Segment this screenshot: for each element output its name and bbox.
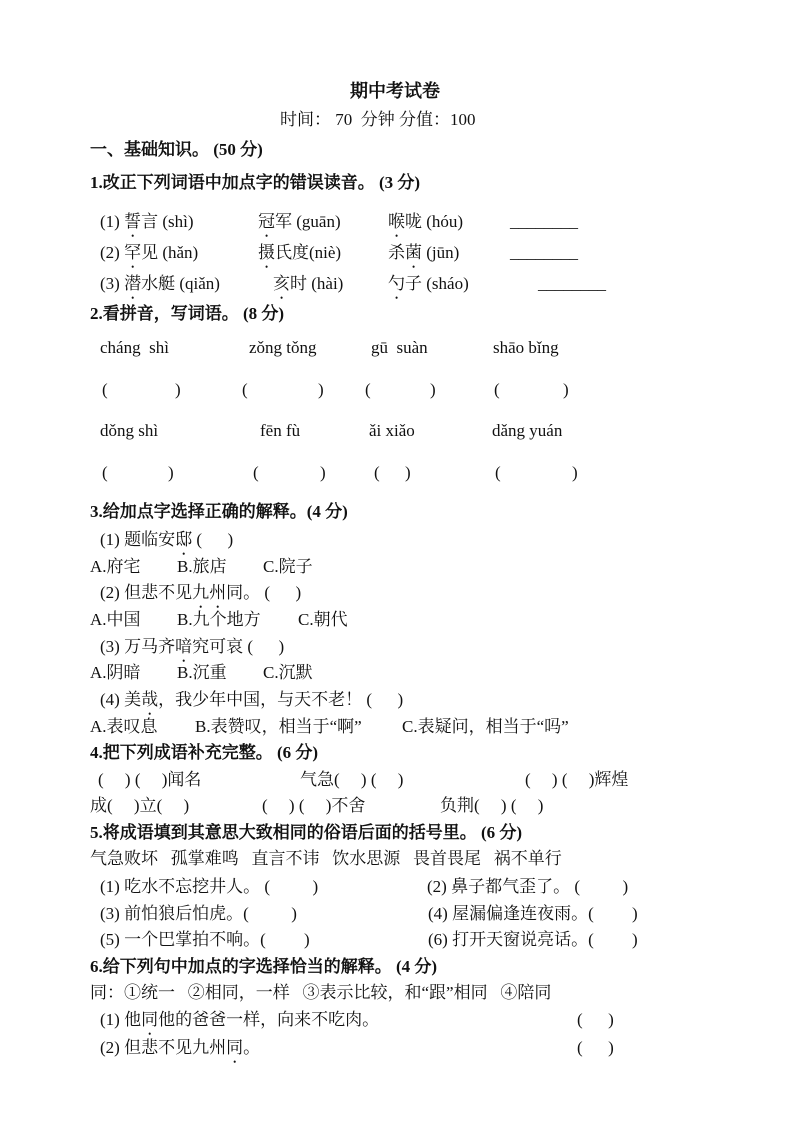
- text-segment: (3) 万马齐: [100, 637, 176, 656]
- text-segment: ，我少年中国，与天不老！ ( ): [158, 690, 404, 709]
- answer-blank: (: [102, 463, 108, 482]
- section-heading: [0, 500, 793, 524]
- text-cell: A.府宅: [90, 557, 141, 576]
- text-cell: [100, 272, 220, 303]
- dotted-character: 菌: [405, 243, 422, 262]
- text-cell: 4.把下列成语补充完整。 (6 分): [90, 743, 319, 762]
- text-line: [0, 661, 793, 685]
- text-line: [0, 419, 793, 443]
- text-segment: ( ): [192, 530, 234, 549]
- answer-blank: (: [242, 380, 248, 399]
- text-cell: C.表疑问，相当于“吗”: [402, 717, 569, 736]
- text-cell: [258, 210, 341, 241]
- section-heading: [0, 302, 793, 326]
- text-cell: 成( )立( ): [90, 796, 190, 815]
- text-cell: 气急败坏 孤掌难鸣 直言不讳 饮水思源 畏首畏尾 祸不单行: [90, 849, 562, 868]
- text-line: [0, 528, 793, 552]
- text-cell: dǒng shì: [100, 421, 159, 440]
- text-line: [0, 1008, 793, 1032]
- text-line: [0, 928, 793, 952]
- answer-blank: ): [320, 463, 326, 482]
- text-cell: C.沉默: [263, 663, 313, 682]
- text-line: [0, 1036, 793, 1060]
- text-segment: 同。 ( ): [226, 583, 302, 602]
- text-line: [0, 461, 793, 485]
- text-segment: (4) 美: [100, 690, 142, 709]
- text-cell: (4) 屋漏偏逢连夜雨。( ): [428, 904, 638, 923]
- text-line: [0, 768, 793, 792]
- text-cell: [388, 210, 463, 241]
- text-line: [0, 608, 793, 632]
- dotted-character: 亥: [273, 274, 290, 293]
- answer-blank: ________: [538, 274, 606, 293]
- text-line: [0, 555, 793, 579]
- text-segment: (1) 题临安: [100, 530, 176, 549]
- section-heading: [0, 171, 793, 195]
- text-cell: 时间： 70 分钟 分值：100: [280, 110, 476, 129]
- text-segment: (2) 但悲不见: [100, 583, 193, 602]
- answer-blank: ( ): [577, 1038, 614, 1057]
- text-line: [0, 581, 793, 605]
- section-heading: [0, 821, 793, 845]
- answer-blank: (: [494, 380, 500, 399]
- text-segment: (2) 但悲不见九州: [100, 1038, 227, 1057]
- text-segment: (jūn): [422, 243, 460, 262]
- answer-blank: ): [168, 463, 174, 482]
- answer-blank: (: [102, 380, 108, 399]
- dotted-character: 喉: [388, 212, 405, 231]
- text-segment: 见 (hǎn): [141, 243, 199, 262]
- text-cell: 2.看拼音，写词语。 (8 分): [90, 304, 285, 323]
- text-cell: dǎng yuán: [492, 421, 563, 440]
- answer-blank: ): [318, 380, 324, 399]
- answer-blank: ): [572, 463, 578, 482]
- text-cell: (3) 前怕狼后怕虎。( ): [100, 904, 297, 923]
- answer-blank: (: [365, 380, 371, 399]
- dotted-character: 哉: [141, 690, 159, 709]
- text-line: [0, 875, 793, 899]
- section-heading: [0, 955, 793, 979]
- text-segment: 时 (hài): [290, 274, 344, 293]
- text-line: [0, 108, 793, 132]
- text-line: [0, 210, 793, 234]
- text-cell: C.朝代: [298, 610, 348, 629]
- dotted-character: 誓: [124, 212, 142, 231]
- text-line: [0, 635, 793, 659]
- text-cell: B.九个地方: [177, 610, 261, 629]
- text-line: [0, 241, 793, 265]
- section-heading: [0, 79, 793, 103]
- text-cell: zǒng tǒng: [249, 338, 317, 357]
- text-segment: 军 (guān): [275, 212, 341, 231]
- text-cell: [388, 272, 469, 303]
- dotted-character: 同: [226, 1038, 244, 1057]
- text-cell: (5) 一个巴掌拍不响。( ): [100, 930, 310, 949]
- text-cell: 气急( ) ( ): [300, 770, 404, 789]
- text-cell: [388, 241, 459, 272]
- answer-blank: (: [495, 463, 501, 482]
- text-segment: 咙 (hóu): [405, 212, 464, 231]
- text-cell: ( ) ( )不舍: [262, 796, 366, 815]
- dotted-character: 潜: [124, 274, 142, 293]
- text-line: [0, 715, 793, 739]
- text-cell: A.表叹息: [90, 717, 158, 736]
- section-heading: [0, 138, 793, 162]
- text-cell: 5.将成语填到其意思大致相同的俗语后面的括号里。 (6 分): [90, 823, 523, 842]
- text-cell: [258, 241, 341, 272]
- section-heading: [0, 741, 793, 765]
- text-cell: A.中国: [90, 610, 141, 629]
- answer-blank: ( ): [577, 1010, 614, 1029]
- text-line: [0, 981, 793, 1005]
- dotted-character: 九州: [192, 583, 227, 602]
- text-cell: A.阴暗: [90, 663, 141, 682]
- dotted-character: 摄: [258, 243, 275, 262]
- text-cell: 负荆( ) ( ): [440, 796, 544, 815]
- text-segment: 氏度(niè): [275, 243, 342, 262]
- text-segment: 言 (shì): [141, 212, 194, 231]
- text-cell: [100, 210, 194, 241]
- text-cell: (1) 吃水不忘挖井人。 ( ): [100, 877, 319, 896]
- answer-blank: ________: [510, 212, 578, 231]
- text-segment: 究可哀 ( ): [192, 637, 285, 656]
- answer-blank: (: [253, 463, 259, 482]
- text-line: [0, 688, 793, 712]
- text-line: [0, 336, 793, 360]
- answer-blank: ): [563, 380, 569, 399]
- text-cell: B.表赞叹，相当于“啊”: [195, 717, 362, 736]
- answer-blank: ): [175, 380, 181, 399]
- text-cell: [273, 272, 343, 303]
- text-cell: [100, 241, 198, 272]
- text-segment: (2): [100, 243, 125, 262]
- text-cell: 期中考试卷: [350, 81, 440, 101]
- text-cell: ( ) ( )辉煌: [525, 770, 629, 789]
- text-line: [0, 902, 793, 926]
- text-cell: B.沉重: [177, 663, 227, 682]
- text-cell: gū suàn: [371, 338, 428, 357]
- answer-blank: ): [430, 380, 436, 399]
- answer-blank: ): [405, 463, 411, 482]
- text-line: [0, 794, 793, 818]
- dotted-character: 喑: [175, 637, 193, 656]
- text-segment: 子 (sháo): [405, 274, 469, 293]
- text-cell: fēn fù: [260, 421, 301, 440]
- text-cell: ( ) ( )闻名: [98, 770, 202, 789]
- text-cell: C.院子: [263, 557, 313, 576]
- text-segment: (1): [100, 212, 125, 231]
- text-cell: 同：①统一 ②相同，一样 ③表示比较，和“跟”相同 ④陪同: [90, 983, 552, 1002]
- text-cell: shāo bǐng: [493, 338, 559, 357]
- text-segment: 水艇 (qiǎn): [141, 274, 220, 293]
- text-line: [0, 272, 793, 296]
- text-cell: [100, 1036, 260, 1067]
- text-cell: 3.给加点字选择正确的解释。(4 分): [90, 502, 348, 521]
- dotted-character: 勺: [388, 274, 405, 293]
- text-line: [0, 847, 793, 871]
- dotted-character: 同: [141, 1010, 159, 1029]
- text-segment: 。: [243, 1038, 261, 1057]
- dotted-character: 罕: [124, 243, 142, 262]
- answer-blank: ________: [510, 243, 578, 262]
- text-cell: (2) 鼻子都气歪了。 ( ): [427, 877, 629, 896]
- text-segment: (3): [100, 274, 125, 293]
- dotted-character: 邸: [175, 530, 193, 549]
- text-cell: ǎi xiǎo: [369, 421, 415, 440]
- text-line: [0, 378, 793, 402]
- answer-blank: (: [374, 463, 380, 482]
- text-cell: 一、基础知识。 (50 分): [90, 140, 263, 159]
- text-segment: (1) 他: [100, 1010, 142, 1029]
- text-segment: 他的爸爸一样，向来不吃肉。: [158, 1010, 380, 1029]
- text-cell: cháng shì: [100, 338, 169, 357]
- text-cell: 6.给下列句中加点的字选择恰当的解释。 (4 分): [90, 957, 438, 976]
- text-segment: 杀: [388, 243, 405, 262]
- text-cell: (6) 打开天窗说亮话。( ): [428, 930, 638, 949]
- text-cell: [100, 1008, 379, 1039]
- text-cell: B.旅店: [177, 557, 227, 576]
- dotted-character: 冠: [258, 212, 275, 231]
- text-cell: 1.改正下列词语中加点字的错误读音。 (3 分): [90, 173, 421, 192]
